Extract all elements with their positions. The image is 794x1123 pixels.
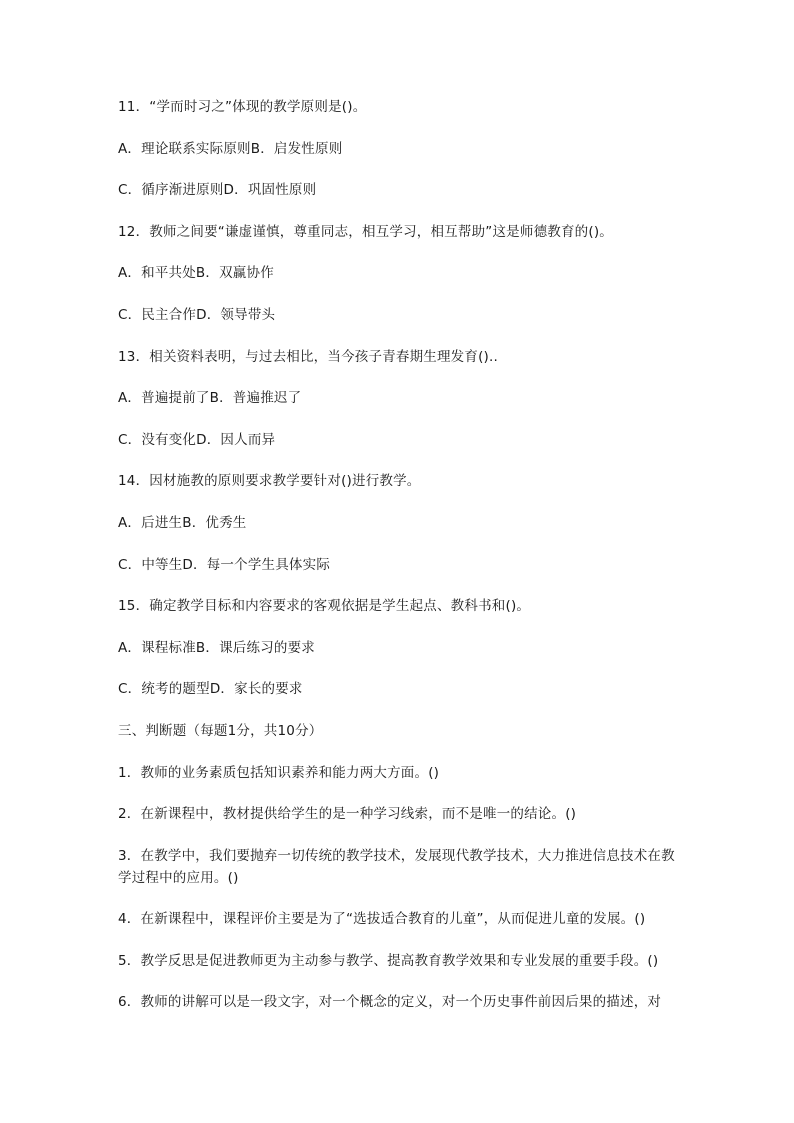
question-14: 14．因材施教的原则要求教学要针对()进行教学。 bbox=[118, 473, 421, 490]
question-15: 15．确定教学目标和内容要求的客观依据是学生起点、教科书和()。 bbox=[118, 598, 531, 615]
judgment-2: 2．在新课程中，教材提供给学生的是一种学习线索，而不是唯一的结论。() bbox=[118, 806, 577, 823]
question-15-options-ab: A．课程标准B．课后练习的要求 bbox=[118, 639, 315, 656]
section-heading-true-false: 三、判断题（每题1分，共10分） bbox=[118, 722, 323, 739]
document-body bbox=[118, 96, 678, 1033]
judgment-3: 3．在教学中，我们要抛弃一切传统的教学技术，发展现代教学技术，大力推进信息技术在教学过程中的应用。() bbox=[118, 847, 675, 886]
question-11: 11．“学而时习之”体现的教学原则是()。 bbox=[118, 99, 367, 115]
question-13: 13．相关资料表明，与过去相比，当今孩子青春期生理发育().. bbox=[118, 348, 498, 365]
question-12-options-cd: C．民主合作D．领导带头 bbox=[118, 306, 276, 323]
question-12: 12．教师之间要“谦虚谨慎，尊重同志，相互学习，相互帮助”这是师德教育的()。 bbox=[118, 223, 613, 240]
question-14-options-ab: A．后进生B．优秀生 bbox=[118, 514, 247, 531]
judgment-6: 6．教师的讲解可以是一段文字，对一个概念的定义，对一个历史事件前因后果的描述，对 bbox=[118, 994, 662, 1011]
question-13-options-cd: C．没有变化D．因人而异 bbox=[118, 431, 276, 448]
judgment-4: 4．在新课程中，课程评价主要是为了“选拔适合教育的儿童”，从而促进儿童的发展。() bbox=[118, 911, 646, 928]
question-11-options-cd: C．循序渐进原则D．巩固性原则 bbox=[118, 182, 317, 199]
question-15-options-cd: C．统考的题型D．家长的要求 bbox=[118, 681, 303, 698]
question-12-options-ab: A．和平共处B．双赢协作 bbox=[118, 265, 274, 282]
judgment-1: 1．教师的业务素质包括知识素养和能力两大方面。() bbox=[118, 764, 440, 781]
judgment-5: 5．教学反思是促进教师更为主动参与教学、提高教育教学效果和专业发展的重要手段。() bbox=[118, 952, 659, 969]
question-13-options-ab: A．普遍提前了B．普遍推迟了 bbox=[118, 390, 302, 407]
question-14-options-cd: C．中等生D．每一个学生具体实际 bbox=[118, 556, 331, 573]
question-11-options-ab: A．理论联系实际原则B．启发性原则 bbox=[118, 140, 343, 157]
